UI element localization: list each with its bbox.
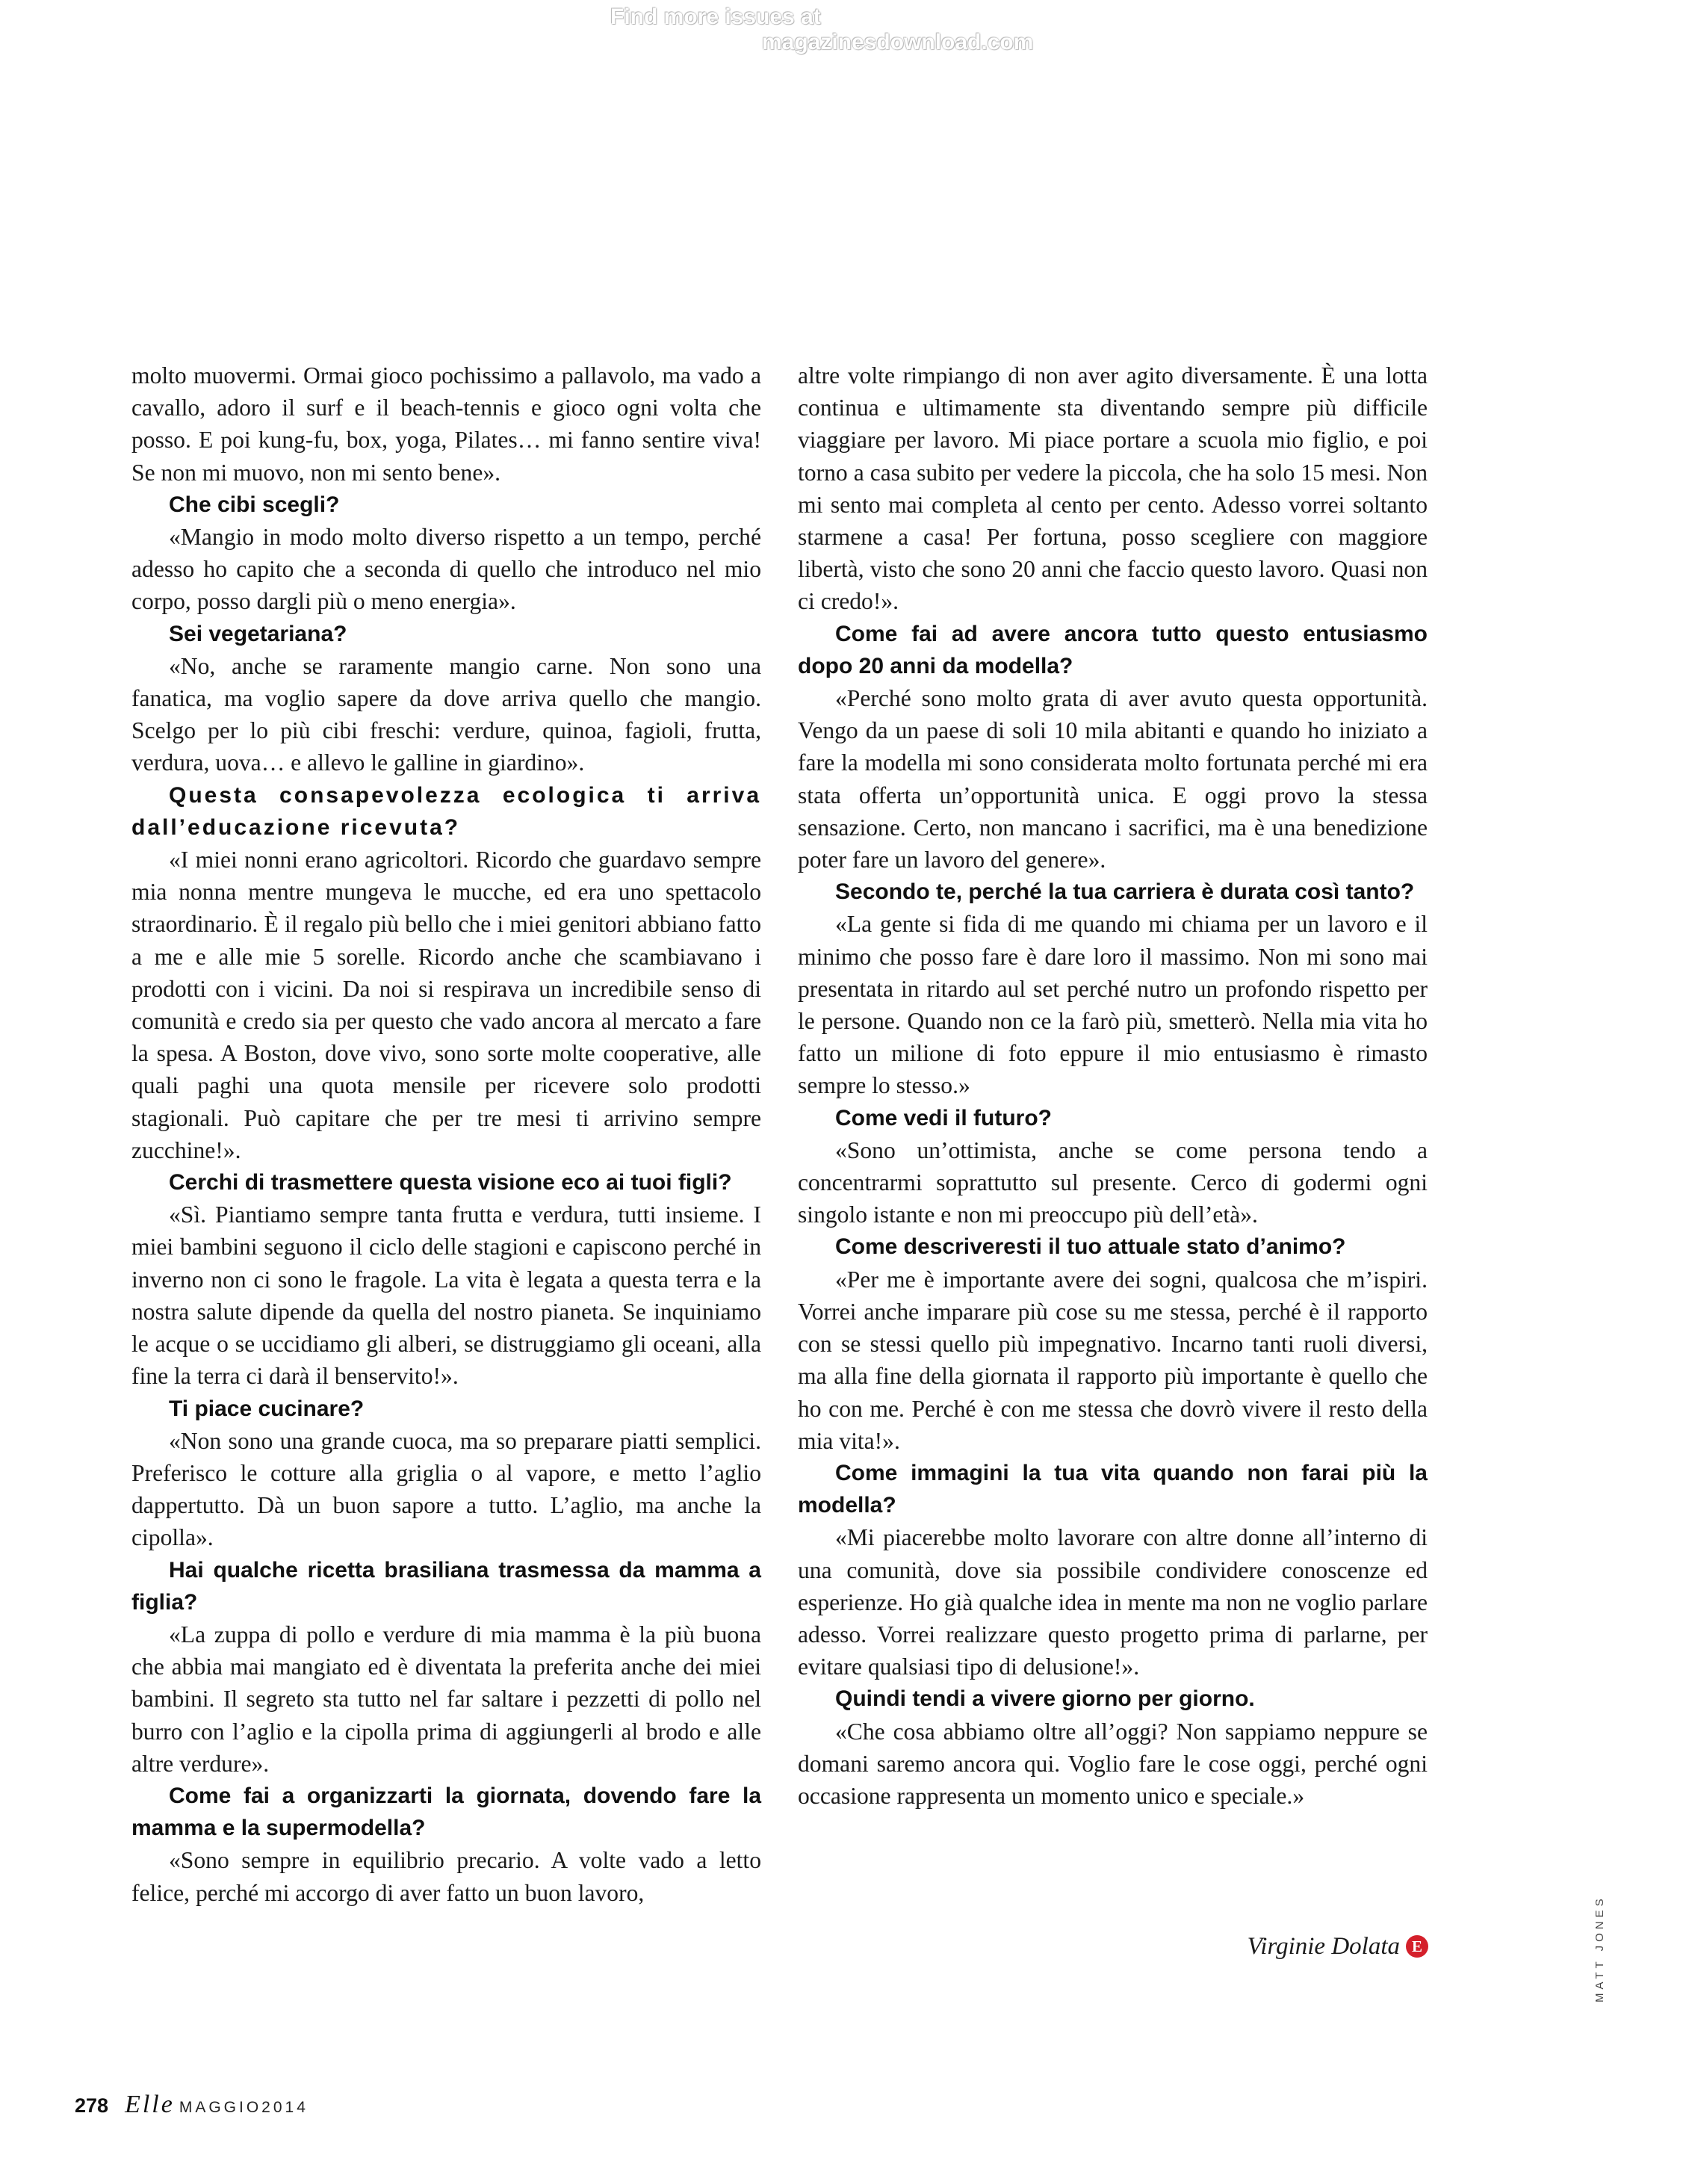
end-mark-icon: E <box>1406 1935 1428 1958</box>
interview-answer: «Perché sono molto grata di aver avuto questa opportunità. Vengo da un paese di soli 10 mila abitanti e quando ho iniziato a fare la modella mi sono considerata molto fortunata perché mi era stata offerta un’opportunità unica. E oggi provo la stessa sensazione. Certo, non mancano i sacrifici, ma è una benedizione poter fare un lavoro del genere». <box>798 685 1428 873</box>
interview-answer: «Sono un’ottimista, anche se come persona tendo a concentrarmi soprattutto sul presente. Cerco di godermi ogni singolo istante e non mi preoccupo più dell’età». <box>798 1136 1428 1228</box>
interview-answer: molto muovermi. Ormai gioco pochissimo a pallavolo, ma vado a cavallo, adoro il surf e il beach-tennis e gioco ogni volta che posso. E poi kung-fu, box, yoga, Pilates… mi fanno sentire viva! Se non mi muovo, non mi sento bene». <box>131 362 761 486</box>
issue-date: MAGGIO2014 <box>179 2099 309 2116</box>
page-footer <box>75 2091 309 2119</box>
interview-answer: «Mi piacerebbe molto lavorare con altre donne all’interno di una comunità, dove sia possibile condividere conoscenze ed esperienze. Ho già qualche idea in mente ma non ne voglio parlare adesso. Vorrei realizzare questo progetto prima di parlarne, per evitare qualsiasi tipo di delusione!». <box>798 1524 1428 1680</box>
signature <box>1248 1929 1428 1964</box>
watermark <box>598 4 1076 55</box>
interview-question: Come fai a organizzarti la giornata, dovendo fare la mamma e la supermodella? <box>131 1783 761 1841</box>
interview-question: Cerchi di trasmettere questa visione eco ai tuoi figli? <box>169 1170 732 1195</box>
interview-answer: «Sono sempre in equilibrio precario. A volte vado a letto felice, perché mi accorgo di aver fatto un buon lavoro, <box>131 1847 761 1906</box>
interview-question: Che cibi scegli? <box>169 492 340 517</box>
interview-answer: «La zuppa di pollo e verdure di mia mamma è la più buona che abbia mai mangiato ed è diventata la preferita anche dei miei bambini. Il segreto sta tutto nel far saltare i pezzetti di pollo nel burro con l’aglio e la cipolla prima di aggiungerli al brodo e alle altre verdure». <box>131 1621 761 1777</box>
watermark-line1: Find more issues at <box>610 4 821 29</box>
interview-answer: «La gente si fida di me quando mi chiama per un lavoro e il minimo che posso fare è dare loro il massimo. Non mi sono mai presentata in ritardo aul set perché nutro un profondo rispetto per le persone. Quando non ce la farò più, smetterò. Nella mia vita ho fatto un milione di foto eppure il mio entusiasmo è rimasto sempre lo stesso.» <box>798 911 1428 1099</box>
interview-question: Sei vegetariana? <box>169 621 347 646</box>
watermark-line2: magazinesdownload.com <box>762 30 1034 55</box>
interview-answer: «I miei nonni erano agricoltori. Ricordo che guardavo sempre mia nonna mentre mungeva le mucche, ed era uno spettacolo straordinario. È il regalo più bello che i miei genitori abbiano fatto a me e alle mie 5 sorelle. Ricordo anche che scambiavano i prodotti con i vicini. Da noi si respirava un incredibile senso di comunità e credo sia per questo che vado ancora al mercato a fare la spesa. A Boston, dove vivo, sono sorte molte cooperative, alle quali paghi una quota mensile per ricevere solo prodotti stagionali. Può capitare che per tre mesi ti arrivino sempre zucchine!». <box>131 847 761 1163</box>
interview-question: Secondo te, perché la tua carriera è durata così tanto? <box>835 879 1415 905</box>
interview-answer: «Sì. Piantiamo sempre tanta frutta e verdura, tutti insieme. I miei bambini seguono il ciclo delle stagioni e capiscono perché in inverno non ci sono le fragole. La vita è legata a questa terra e la nostra salute dipende da quella del nostro pianeta. Se inquiniamo le acque o se uccidiamo gli alberi, se distruggiamo gli oceani, alla fine la terra ci darà il benservito!». <box>131 1201 761 1390</box>
interview-question: Questa consapevolezza ecologica ti arriva dall’educazione ricevuta? <box>131 782 761 840</box>
interview-question: Hai qualche ricetta brasiliana trasmessa da mamma a figlia? <box>131 1557 761 1615</box>
magazine-name: Elle <box>125 2091 175 2118</box>
interview-answer: «Che cosa abbiamo oltre all’oggi? Non sappiamo neppure se domani saremo ancora qui. Voglio fare le cose oggi, perché ogni occasione rappresenta un momento unico e speciale.» <box>798 1718 1428 1809</box>
interview-answer: «Per me è importante avere dei sogni, qualcosa che m’ispiri. Vorrei anche imparare più cose su me stessa, perché è il rapporto con se stessi quello più impegnativo. Incarno tanti ruoli diversi, ma alla fine della giornata il rapporto più importante è quello che ho con me. Perché è con me stessa che dovrò vivere il resto della mia vita!». <box>798 1266 1428 1454</box>
interview-question: Quindi tendi a vivere giorno per giorno. <box>835 1686 1255 1712</box>
left-column <box>131 359 761 1909</box>
interview-question: Ti piace cucinare? <box>169 1396 365 1421</box>
interview-question: Come fai ad avere ancora tutto questo entusiasmo dopo 20 anni da modella? <box>798 621 1428 678</box>
interview-question: Come descriveresti il tuo attuale stato d’animo? <box>835 1234 1346 1260</box>
interview-answer: «No, anche se raramente mangio carne. Non sono una fanatica, ma voglio sapere da dove arriva quello che mangio. Scelgo per lo più cibi freschi: verdure, quinoa, fagioli, frutta, verdura, uova… e allevo le galline in giardino». <box>131 652 761 776</box>
interview-answer: «Non sono una grande cuoca, ma so preparare piatti semplici. Preferisco le cotture alla griglia o al vapore, e metto l’aglio dappertutto. Dà un buon sapore a tutto. L’aglio, ma anche la cipolla». <box>131 1427 761 1551</box>
interview-answer: altre volte rimpiango di non aver agito diversamente. È una lotta continua e ultimamente sta diventando sempre più difficile viaggiare per lavoro. Mi piace portare a scuola mio figlio, e poi torno a casa subito per vedere la piccola, che ha solo 15 mesi. Non mi sento mai completa al cento per cento. Adesso vorrei soltanto starmene a casa! Per fortuna, posso scegliere con maggiore libertà, visto che sono 20 anni che faccio questo lavoro. Quasi non ci credo!». <box>798 362 1428 615</box>
right-column <box>798 359 1428 1812</box>
interview-question: Come vedi il futuro? <box>835 1105 1053 1130</box>
author-name: Virginie Dolata <box>1247 1933 1400 1960</box>
page-number: 278 <box>75 2094 109 2117</box>
interview-answer: «Mangio in modo molto diverso rispetto a un tempo, perché adesso ho capito che a seconda di quello che introduco nel mio corpo, posso dargli più o meno energia». <box>131 524 761 615</box>
photo-credit: MATT JONES <box>1593 1895 1606 2002</box>
interview-question: Come immagini la tua vita quando non farai più la modella? <box>798 1460 1428 1518</box>
